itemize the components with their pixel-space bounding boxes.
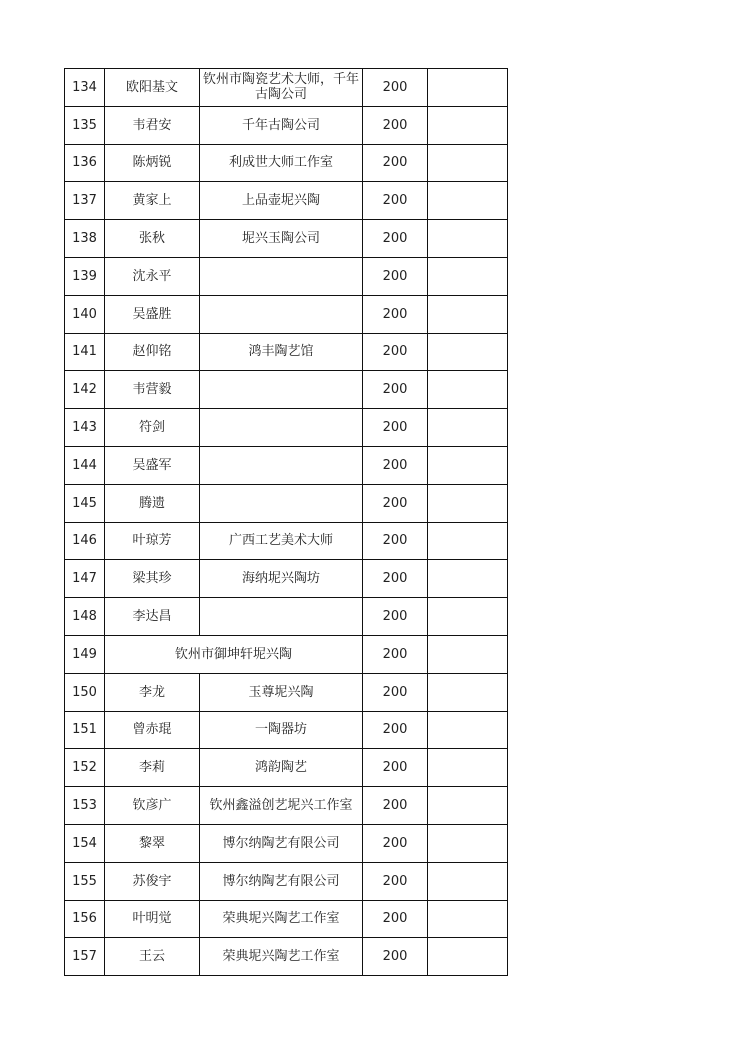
amount: 200 [363,69,428,107]
table-row [65,522,508,560]
roster-body [65,69,508,976]
person-name: 李达昌 [105,598,200,636]
person-name: 叶明觉 [105,900,200,938]
table-row [65,484,508,522]
amount: 200 [363,522,428,560]
amount: 200 [363,749,428,787]
table-row [65,144,508,182]
table-row [65,257,508,295]
remarks [428,333,508,371]
row-number: 149 [65,635,105,673]
row-number: 147 [65,560,105,598]
amount: 200 [363,560,428,598]
row-number: 136 [65,144,105,182]
organization [200,446,363,484]
amount: 200 [363,220,428,258]
organization: 广西工艺美术大师 [200,522,363,560]
row-number: 139 [65,257,105,295]
table-row [65,711,508,749]
amount: 200 [363,938,428,976]
remarks [428,446,508,484]
organization: 一陶器坊 [200,711,363,749]
table-row [65,635,508,673]
amount: 200 [363,711,428,749]
row-number: 155 [65,862,105,900]
remarks [428,182,508,220]
person-name: 吴盛胜 [105,295,200,333]
person-name: 沈永平 [105,257,200,295]
person-name: 梁其珍 [105,560,200,598]
person-name: 李龙 [105,673,200,711]
person-name: 赵仰铭 [105,333,200,371]
row-number: 151 [65,711,105,749]
person-name: 张秋 [105,220,200,258]
organization [200,409,363,447]
amount: 200 [363,787,428,825]
remarks [428,787,508,825]
remarks [428,106,508,144]
person-name: 黎翠 [105,824,200,862]
remarks [428,144,508,182]
row-number: 150 [65,673,105,711]
remarks [428,635,508,673]
table-row [65,824,508,862]
remarks [428,938,508,976]
row-number: 137 [65,182,105,220]
amount: 200 [363,257,428,295]
organization: 利成世大师工作室 [200,144,363,182]
amount: 200 [363,900,428,938]
person-name: 李莉 [105,749,200,787]
amount: 200 [363,862,428,900]
table-row [65,673,508,711]
remarks [428,824,508,862]
person-name: 钦彦广 [105,787,200,825]
amount: 200 [363,824,428,862]
table-row [65,749,508,787]
row-number: 141 [65,333,105,371]
person-name: 黄家上 [105,182,200,220]
organization: 坭兴玉陶公司 [200,220,363,258]
remarks [428,257,508,295]
remarks [428,711,508,749]
row-number: 135 [65,106,105,144]
table-row [65,900,508,938]
organization: 海纳坭兴陶坊 [200,560,363,598]
table-row [65,106,508,144]
table-row [65,182,508,220]
person-name: 符剑 [105,409,200,447]
table-row [65,560,508,598]
row-number: 154 [65,824,105,862]
table-row [65,787,508,825]
merged-organization: 钦州市御坤轩坭兴陶 [105,635,363,673]
amount: 200 [363,635,428,673]
row-number: 145 [65,484,105,522]
organization: 玉尊坭兴陶 [200,673,363,711]
organization: 鸿韵陶艺 [200,749,363,787]
organization: 钦州市陶瓷艺术大师，千年古陶公司 [200,69,363,107]
organization [200,257,363,295]
person-name: 腾遗 [105,484,200,522]
row-number: 156 [65,900,105,938]
row-number: 152 [65,749,105,787]
remarks [428,598,508,636]
amount: 200 [363,673,428,711]
remarks [428,673,508,711]
row-number: 157 [65,938,105,976]
table-row [65,598,508,636]
person-name: 叶琼芳 [105,522,200,560]
table-row [65,220,508,258]
amount: 200 [363,371,428,409]
row-number: 146 [65,522,105,560]
organization: 荣典坭兴陶艺工作室 [200,900,363,938]
amount: 200 [363,598,428,636]
remarks [428,220,508,258]
table-row [65,371,508,409]
remarks [428,69,508,107]
row-number: 148 [65,598,105,636]
remarks [428,749,508,787]
remarks [428,484,508,522]
row-number: 153 [65,787,105,825]
row-number: 142 [65,371,105,409]
organization: 荣典坭兴陶艺工作室 [200,938,363,976]
row-number: 134 [65,69,105,107]
amount: 200 [363,144,428,182]
organization: 博尔纳陶艺有限公司 [200,824,363,862]
table-row [65,333,508,371]
person-name: 王云 [105,938,200,976]
amount: 200 [363,295,428,333]
person-name: 苏俊宇 [105,862,200,900]
table-row [65,295,508,333]
remarks [428,900,508,938]
person-name: 欧阳基文 [105,69,200,107]
person-name: 韦君安 [105,106,200,144]
table-row [65,938,508,976]
row-number: 138 [65,220,105,258]
remarks [428,522,508,560]
table-row [65,69,508,107]
organization: 博尔纳陶艺有限公司 [200,862,363,900]
organization [200,295,363,333]
table-row [65,862,508,900]
amount: 200 [363,409,428,447]
organization: 钦州鑫溢创艺坭兴工作室 [200,787,363,825]
person-name: 韦营毅 [105,371,200,409]
table-row [65,409,508,447]
person-name: 吴盛军 [105,446,200,484]
row-number: 143 [65,409,105,447]
table-row [65,446,508,484]
organization [200,371,363,409]
organization [200,598,363,636]
amount: 200 [363,446,428,484]
roster-table [64,68,508,976]
row-number: 144 [65,446,105,484]
person-name: 陈炳锐 [105,144,200,182]
organization: 上品壶坭兴陶 [200,182,363,220]
organization: 千年古陶公司 [200,106,363,144]
organization [200,484,363,522]
row-number: 140 [65,295,105,333]
amount: 200 [363,106,428,144]
remarks [428,371,508,409]
amount: 200 [363,333,428,371]
amount: 200 [363,484,428,522]
organization: 鸿丰陶艺馆 [200,333,363,371]
remarks [428,862,508,900]
person-name: 曾赤琨 [105,711,200,749]
amount: 200 [363,182,428,220]
remarks [428,560,508,598]
remarks [428,295,508,333]
remarks [428,409,508,447]
